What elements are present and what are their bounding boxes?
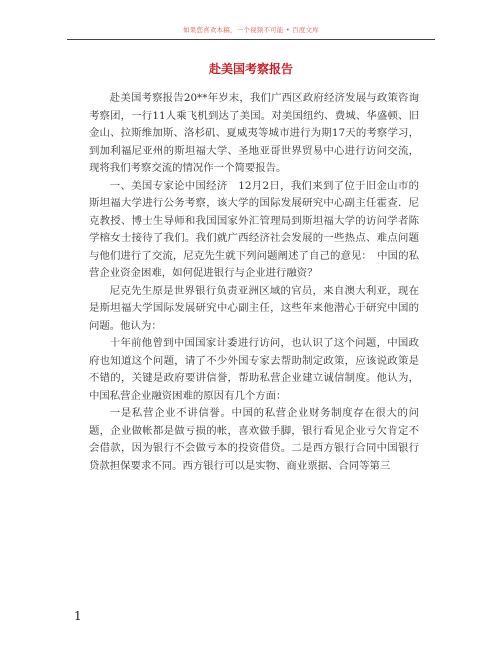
header-divider (67, 39, 435, 40)
document-body (89, 90, 419, 475)
page-number: 1 (74, 609, 82, 623)
paragraph-credit-reasons: 一是私营企业不讲信誉。中国的私营企业财务制度存在很大的问题，企业做帐都是做亏损的帐，喜欢做手脚，银行看见企业亏欠肯定不会借款，因为银行不会做亏本的投资借贷。二是西方银行合同中国银行贷款担保要求不同。西方银行可以是实物、商业票据、合同等第三 (89, 407, 419, 472)
paragraph-section-one: 一、美国专家论中国经济 12月2日，我们来到了位于旧金山市的斯坦福大学进行公务考察，该大学的国际发展研究中心副主任霍查．尼克教授、博士生导师和我国国家外汇管理局到斯坦福大学的访问学者陈学榕女士接待了我们。我们就广西经济社会发展的一些热点、难点问题与他们进行了交流，尼克先生就下列问题阐述了自己的意见： 中国的私营企业资金困难，如何促进银行与企业进行融资？ (89, 179, 419, 279)
paragraph-intro: 赴美国考察报告20**年岁末，我们广西区政府经济发展与政策咨询考察团，一行11人乘飞机到达了美国。对美国纽约、费城、华盛顿、旧金山、拉斯维加斯、洛杉矶、夏威夷等城市进行为期17天的考察学习，到加利福尼亚州的斯坦福大学、圣地亚哥世界贸易中心进行访问交流，现将我们考察交流的情况作一个简要报告。 (89, 92, 419, 174)
header-note: 如果您喜欢本稿，一个视频不可能 • 百度文库 (183, 26, 319, 34)
paragraph-ten-years-ago: 十年前他曾到中国国家计委进行访问，也认识了这个问题，中国政府也知道这个问题，请了不少外国专家去帮助制定政策，应该说政策是不错的，关键是政府要讲信誉，帮助私营企业建立诚信制度。他认为，中国私营企业融资困难的原因有几个方面： (89, 337, 419, 402)
paragraph-nick-background: 尼克先生原是世界银行负责亚洲区域的官员，来自澳大利亚，现在是斯坦福大学国际发展研究中心副主任，这些年来他潜心于研究中国的问题。他认为： (89, 284, 419, 332)
document-title: 赴美国考察报告 (208, 62, 293, 76)
